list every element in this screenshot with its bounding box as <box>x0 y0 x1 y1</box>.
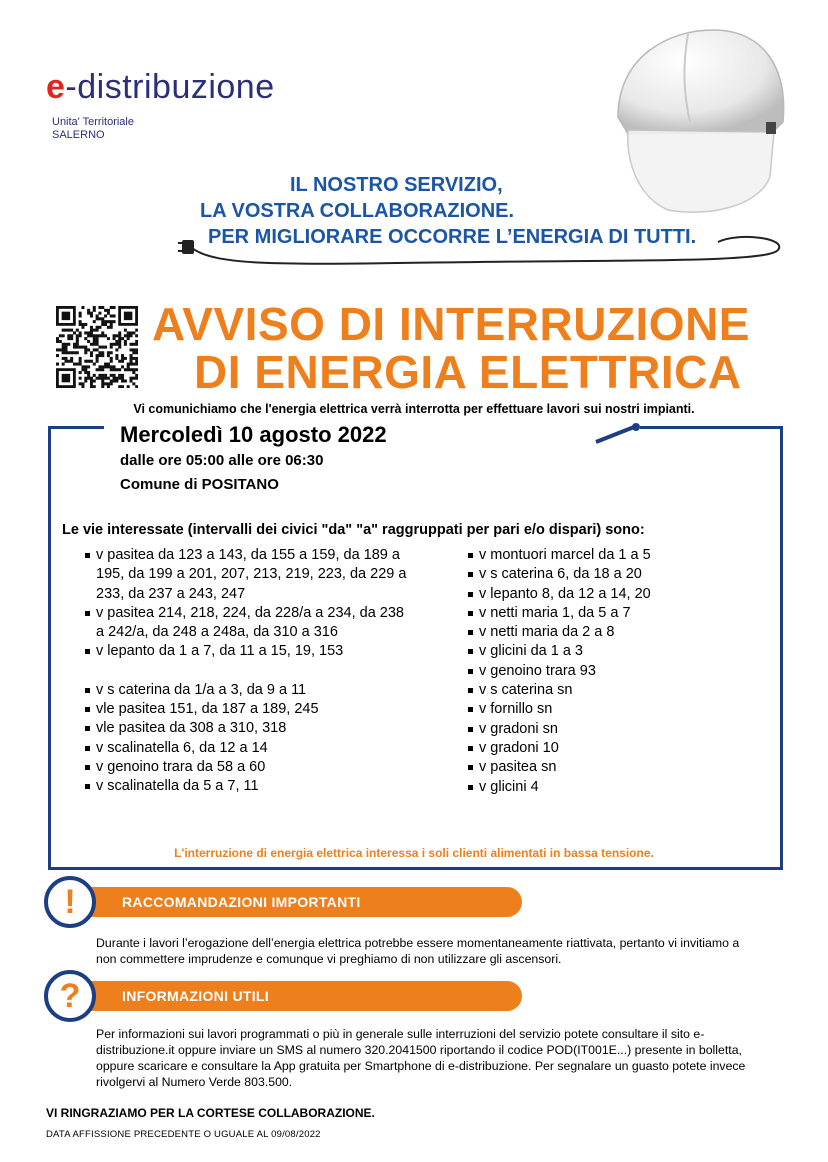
notice-title <box>152 300 750 396</box>
logo-text: -distribuzione <box>65 68 275 106</box>
posting-date: DATA AFFISSIONE PRECEDENTE O UGUALE AL 09/08/2022 <box>46 1129 321 1140</box>
recommendations-ribbon <box>70 887 522 917</box>
company-logo <box>46 70 275 104</box>
qr-code <box>56 306 138 388</box>
interruption-time: dalle ore 05:00 alle ore 06:30 <box>120 452 324 469</box>
list-item: v montuori marcel da 1 a 5 <box>467 546 727 565</box>
list-item: v pasitea da 123 a 143, da 155 a 159, da 189 a 195, da 199 a 201, 207, 213, 219, 223, da 229 a 233, da 237 a 243, 247 <box>84 546 414 604</box>
list-item: v genoino trara da 58 a 60 <box>84 758 414 777</box>
plug-cable-icon <box>178 228 798 274</box>
list-item: v fornillo sn <box>467 700 727 719</box>
slogan-line-1: IL NOSTRO SERVIZIO, <box>290 174 503 196</box>
info-text: Per informazioni sui lavori programmati o più in generale sulle interruzioni del servizio potete consultare il sito e-distribuzione.it oppure inviare un SMS al numero 320.2041500 riportando il codice POD(IT001E...) presente in bolletta, oppure scaricare e consultare la App gratuita per Smartphone di e-distribuzione. Per segnalare un guasto potete invece rivolgervi al Numero Verde 803.500. <box>96 1027 746 1089</box>
list-item: v s caterina sn <box>467 681 727 700</box>
list-item: v netti maria 1, da 5 a 7 <box>467 604 727 623</box>
list-item: vle pasitea da 308 a 310, 318 <box>84 719 414 738</box>
thanks-text: VI RINGRAZIAMO PER LA CORTESE COLLABORAZIONE. <box>46 1106 375 1120</box>
intro-text: Vi comunichiamo che l'energia elettrica verrà interrotta per effettuare lavori sui nostri impianti. <box>133 402 695 416</box>
title-line-2: DI ENERGIA ELETTRICA <box>194 346 742 398</box>
unit-line-2: SALERNO <box>52 129 105 141</box>
low-voltage-note: L'interruzione di energia elettrica interessa i soli clienti alimentati in bassa tensione. <box>174 846 654 860</box>
question-icon: ? <box>44 970 96 1022</box>
list-item: v pasitea 214, 218, 224, da 228/a a 234, da 238 a 242/a, da 248 a 248a, da 310 a 316 <box>84 604 414 643</box>
list-item: v gradoni sn <box>467 720 727 739</box>
list-item: v scalinatella da 5 a 7, 11 <box>84 777 414 796</box>
list-item: v scalinatella 6, da 12 a 14 <box>84 739 414 758</box>
list-item: v gradoni 10 <box>467 739 727 758</box>
municipality: Comune di POSITANO <box>120 476 279 493</box>
list-item: vle pasitea 151, da 187 a 189, 245 <box>84 700 414 719</box>
recommendations-text: Durante i lavori l’erogazione dell’energia elettrica potrebbe essere momentaneamente riattivata, pertanto vi invitiamo a non commettere imprudenze e comunque vi preghiamo di non utilizzare gli ascensori. <box>96 936 740 966</box>
list-item: v lepanto 8, da 12 a 14, 20 <box>467 585 727 604</box>
frame-top-left <box>48 426 104 429</box>
frame-plug-icon <box>592 418 652 448</box>
logo-e: e <box>46 68 66 106</box>
info-ribbon <box>70 981 522 1011</box>
list-item: v lepanto da 1 a 7, da 11 a 15, 19, 153 <box>84 642 414 661</box>
list-item: v s caterina da 1/a a 3, da 9 a 11 <box>84 681 414 700</box>
list-item: v s caterina 6, da 18 a 20 <box>467 565 727 584</box>
streets-title: Le vie interessate (intervalli dei civici "da" "a" raggruppati per pari e/o dispari) sono: <box>62 522 645 538</box>
warning-icon: ! <box>44 876 96 928</box>
streets-list-right <box>467 546 727 797</box>
list-item: v glicini da 1 a 3 <box>467 642 727 661</box>
list-item: v genoino trara 93 <box>467 662 727 681</box>
list-item: v glicini 4 <box>467 778 727 797</box>
slogan-line-3: PER MIGLIORARE OCCORRE L’ENERGIA DI TUTTI. <box>208 226 697 248</box>
streets-list-left <box>84 546 414 797</box>
info-heading: INFORMAZIONI UTILI <box>122 988 269 1004</box>
territorial-unit <box>52 116 134 142</box>
unit-line-1: Unita' Territoriale <box>52 116 134 128</box>
frame-top-right <box>640 426 783 429</box>
list-item: v netti maria da 2 a 8 <box>467 623 727 642</box>
title-line-1: AVVISO DI INTERRUZIONE <box>152 298 750 350</box>
list-item: v pasitea sn <box>467 758 727 777</box>
recommendations-heading: RACCOMANDAZIONI IMPORTANTI <box>122 894 361 910</box>
interruption-date: Mercoledì 10 agosto 2022 <box>120 422 387 447</box>
slogan-line-2: LA VOSTRA COLLABORAZIONE. <box>200 200 515 222</box>
